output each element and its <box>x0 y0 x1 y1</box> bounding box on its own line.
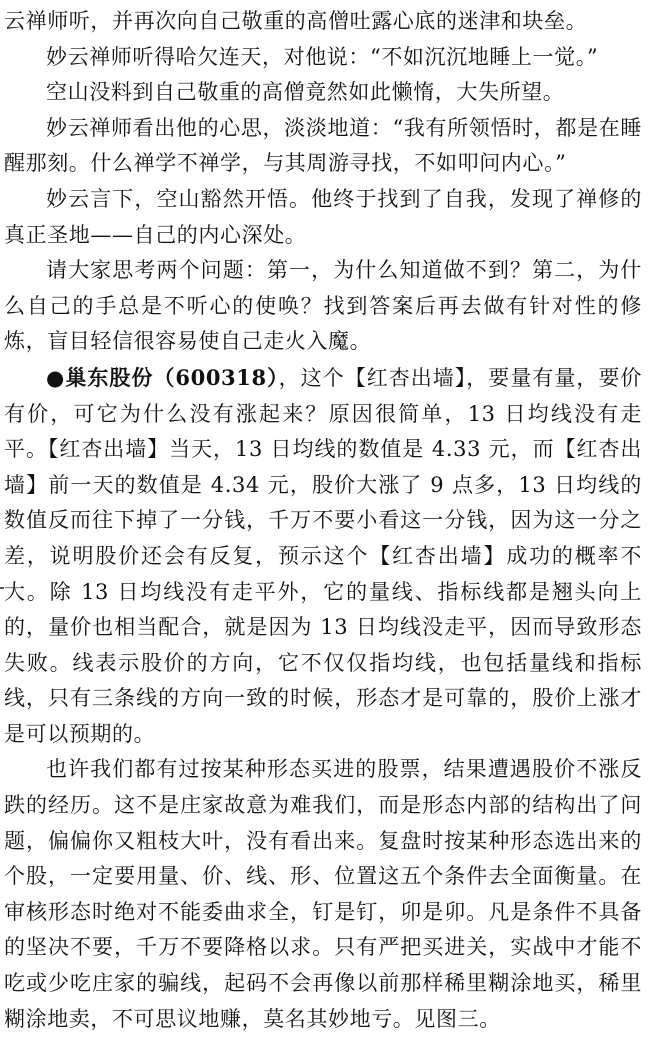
paragraph-3: 空山没料到自己敬重的高僧竟然如此懒惰，大失所望。 <box>46 80 565 105</box>
stock-name-lead: ●巢东股份（600318） <box>46 364 279 390</box>
paragraph-4: 妙云禅师看出他的心思，淡淡地道：“我有所领悟时，都是在睡醒那刻。什么禅学不禅学，与其周游寻找，不如叩问内心。” <box>4 115 642 176</box>
margin-scan-mark <box>0 587 4 589</box>
paragraph-1: 云禅师听，并再次向自己敬重的高僧吐露心底的迷津和块垒。 <box>4 9 588 33</box>
paragraph-5: 妙云言下，空山豁然开悟。他终于找到了自我，发现了禅修的真正圣地——自己的内心深处。 <box>4 186 642 247</box>
paragraph-6: 请大家思考两个问题：第一，为什么知道做不到？第二，为什么自己的手总是不听心的使唤？找到答案后再去做有针对性的修炼，盲目轻信很容易使自己走火入魔。 <box>4 258 642 354</box>
paragraph-7-body: ，这个【红杏出墙】，要量有量，要价有价，可它为什么没有涨起来？原因很简单，13 日均线没有走平。【红杏出墙】当天，13 日均线的数值是 4.33 元，而【红杏出墙】前一天的数值是 4.34 元，股价大涨了 9 点多，13 日均线的数值反而往下掉了一分钱，千万不要小看这一分钱，因为这一分之差，说明股价还会有反复，预示这个【红杏出墙】成功的概率不大。除 13 日均线没有走平外，它的量线、指标线都是翘头向上的，量价也相当配合，就是因为 13 日均线没走平，因而导致形态失败。线表示股价的方向，它不仅仅指均线，也包括量线和指标线，只有三条线的方向一致的时候，形态才是可靠的，股价上涨才是可以预期的。 <box>4 365 643 746</box>
paragraph-2: 妙云禅师听得哈欠连天，对他说：“不如沉沉地睡上一觉。” <box>46 44 599 69</box>
paragraph-7 <box>4 360 642 753</box>
paragraph-8: 也许我们都有过按某种形态买进的股票，结果遭遇股价不涨反跌的经历。这不是庄家故意为难我们，而是形态内部的结构出了问题，偏偏你又粗枝大叶，没有看出来。复盘时按某种形态选出来的个股，一定要用量、价、线、形、位置这五个条件去全面衡量。在审核形态时绝对不能委曲求全，钉是钉，卯是卯。凡是条件不具备的坚决不要，千万不要降格以求。只有严把买进关，实战中才能不吃或少吃庄家的骗线，起码不会再像以前那样稀里糊涂地买，稀里糊涂地卖，不可思议地赚，莫名其妙地亏。见图三。 <box>4 757 642 1031</box>
